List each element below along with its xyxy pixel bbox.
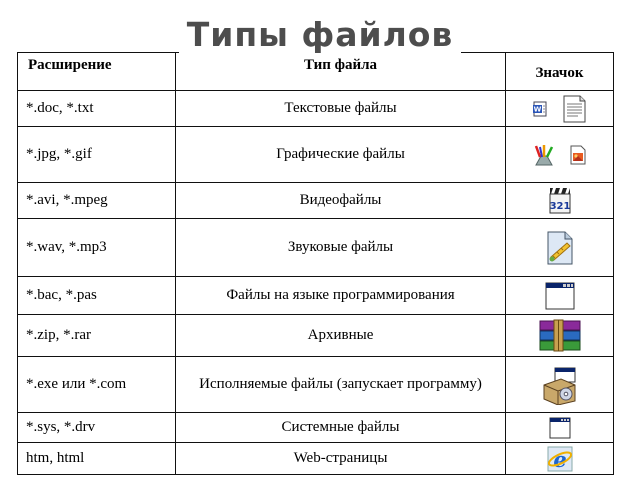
icon-cell (506, 315, 614, 357)
extension-cell: *.exe или *.com (18, 357, 176, 413)
type-cell: Системные файлы (176, 413, 506, 443)
table-row (18, 357, 614, 413)
svg-text:321: 321 (549, 200, 570, 212)
icon-cell (506, 443, 614, 475)
icon-cell (506, 357, 614, 413)
table-row (18, 91, 614, 127)
extension-cell: *.sys, *.drv (18, 413, 176, 443)
type-cell: Исполняемые файлы (запускает программу) (176, 357, 506, 413)
extension-cell: *.bac, *.pas (18, 277, 176, 315)
file-types-table (17, 52, 614, 475)
header-icon: Значок (506, 53, 614, 91)
table-row (18, 315, 614, 357)
table-row (18, 443, 614, 475)
extension-cell: htm, html (18, 443, 176, 475)
page-title-text: Типы файлов (179, 15, 462, 54)
paint-brushes-icon (532, 143, 556, 167)
icon-cell (506, 91, 614, 127)
type-cell: Звуковые файлы (176, 219, 506, 277)
text-notepad-icon (561, 94, 587, 124)
header-file-type: Тип файла (176, 53, 506, 91)
type-cell: Видеофайлы (176, 183, 506, 219)
table-row (18, 183, 614, 219)
extension-cell: *.zip, *.rar (18, 315, 176, 357)
extension-cell: *.wav, *.mp3 (18, 219, 176, 277)
header-row (18, 53, 614, 91)
page-title (0, 15, 640, 54)
extension-cell: *.doc, *.txt (18, 91, 176, 127)
type-cell: Архивные (176, 315, 506, 357)
icon-cell (506, 277, 614, 315)
type-cell: Web-страницы (176, 443, 506, 475)
extension-cell: *.jpg, *.gif (18, 127, 176, 183)
internet-explorer-icon (547, 446, 573, 472)
archive-books-icon (536, 319, 584, 353)
icon-cell (506, 127, 614, 183)
table-row (18, 277, 614, 315)
icon-cell (506, 183, 614, 219)
image-file-icon (569, 145, 587, 165)
system-window-icon (549, 417, 571, 439)
table-row (18, 413, 614, 443)
svg-text:W: W (533, 105, 541, 113)
icon-cell (506, 413, 614, 443)
program-window-icon (545, 282, 575, 310)
type-cell: Текстовые файлы (176, 91, 506, 127)
type-cell: Файлы на языке программирования (176, 277, 506, 315)
audio-file-icon (543, 230, 577, 266)
icon-cell (506, 219, 614, 277)
video-clapperboard-icon (546, 186, 574, 216)
word-document-icon (532, 101, 548, 117)
type-cell: Графические файлы (176, 127, 506, 183)
extension-cell: *.avi, *.mpeg (18, 183, 176, 219)
table-row (18, 127, 614, 183)
table-row (18, 219, 614, 277)
installer-box-icon (541, 365, 579, 405)
header-extension: Расширение (18, 53, 176, 91)
svg-text:e: e (552, 446, 567, 472)
